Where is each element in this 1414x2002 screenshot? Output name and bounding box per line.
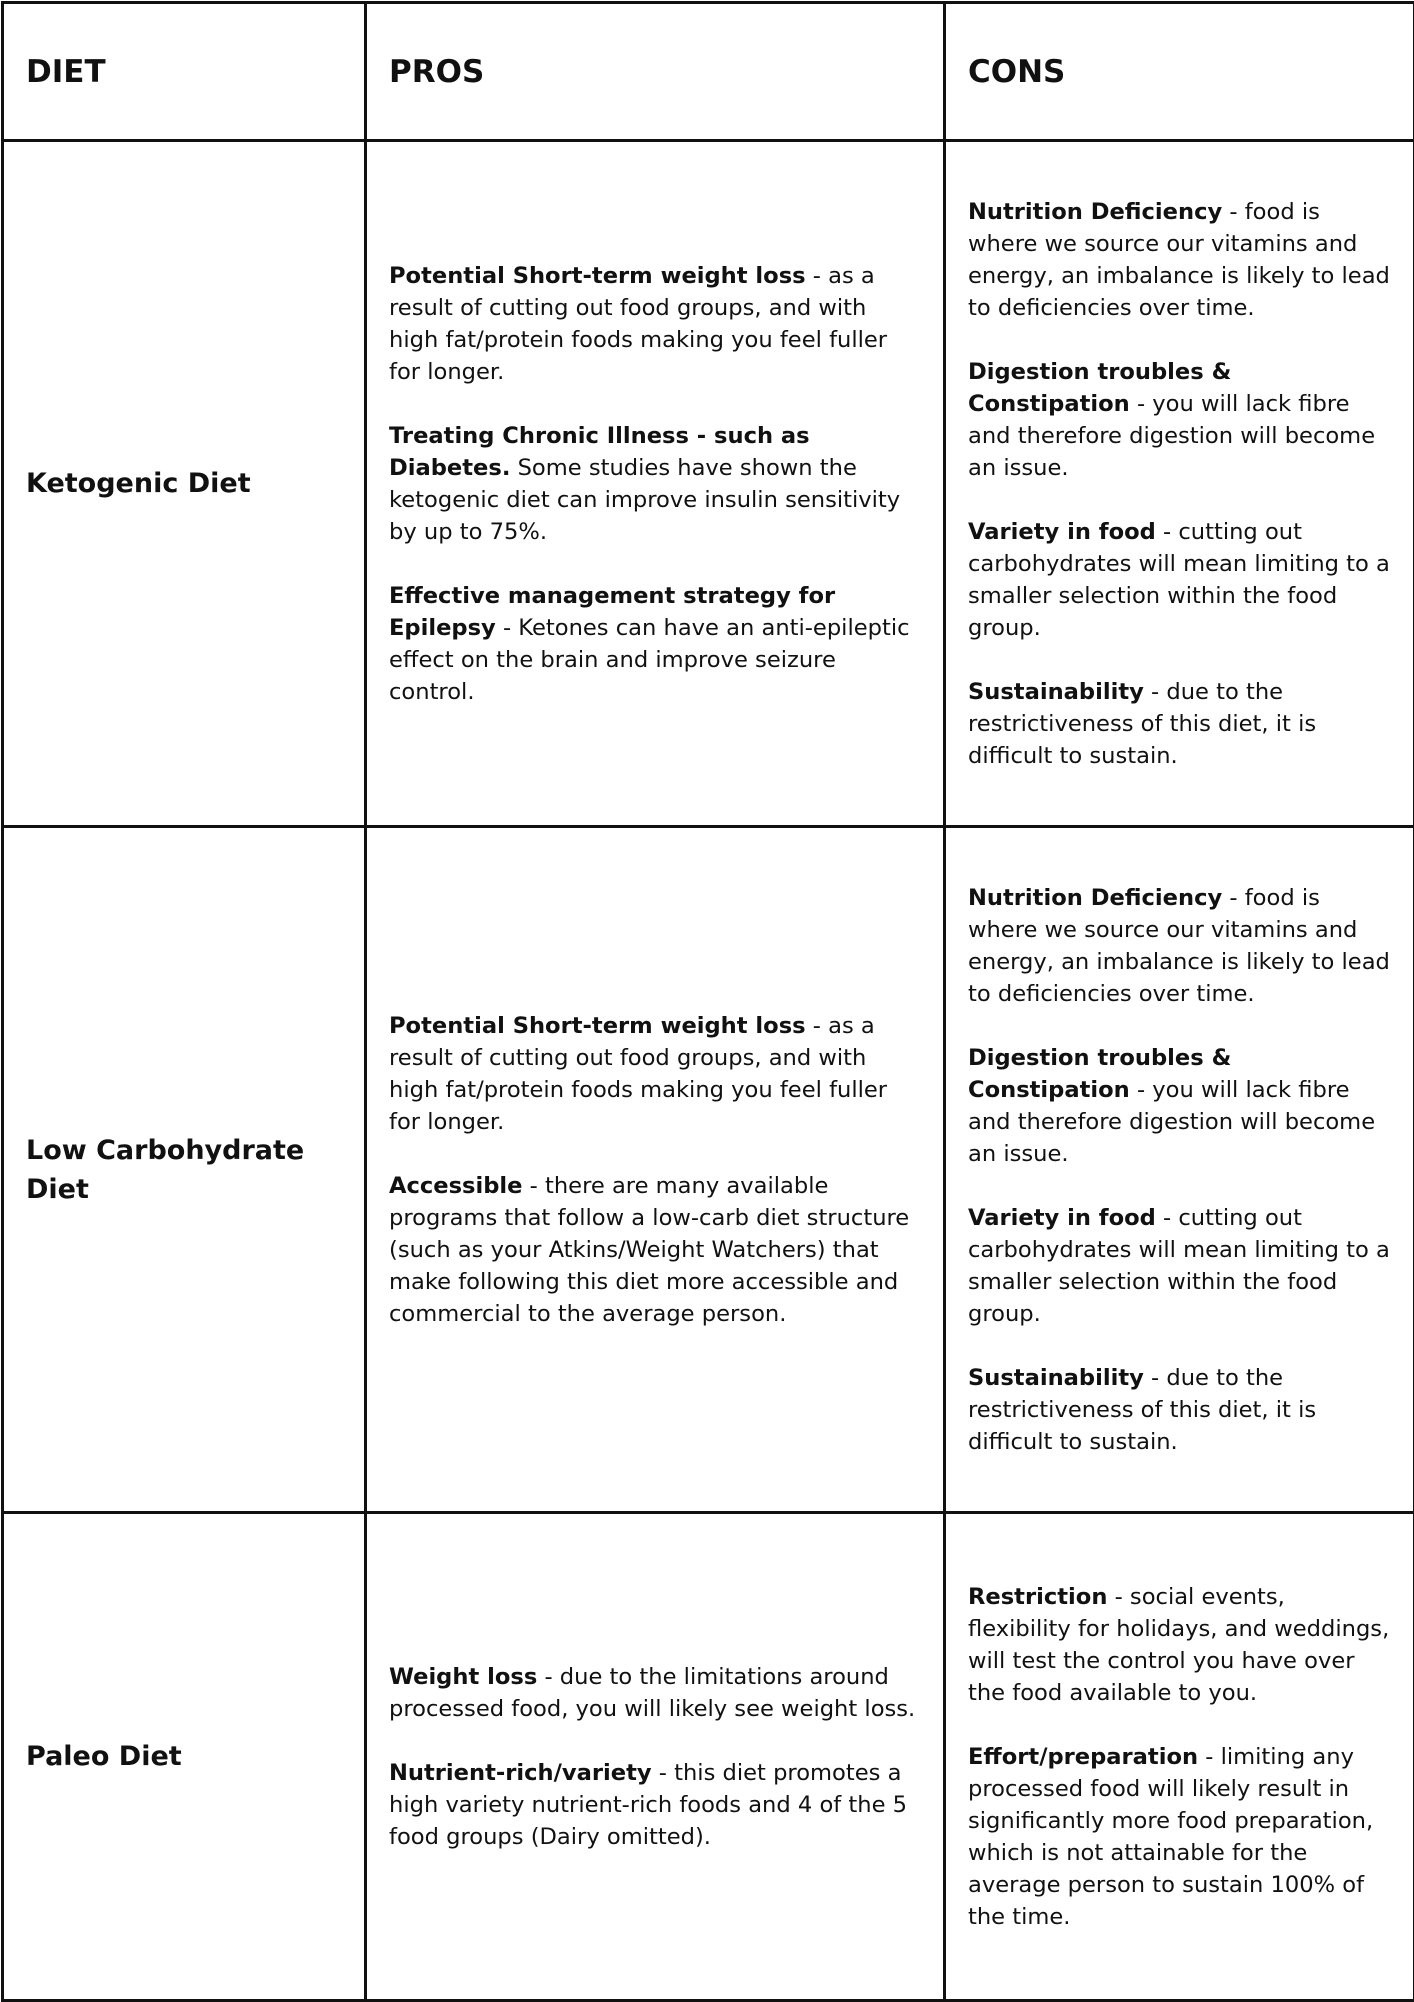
- pro-title: Weight loss: [389, 1664, 537, 1690]
- pro-item: [389, 1661, 921, 1725]
- pro-text: - as a result of cutting out food groups, and with high fat/protein foods making you feel fuller for longer.: [389, 1013, 887, 1135]
- con-text: - limiting any processed food will likely result in significantly more food preparation, which is not attainable for the average person to sustain 100% of the time.: [968, 1744, 1373, 1930]
- con-text: - you will lack fibre and therefore digestion will become an issue.: [968, 1077, 1375, 1167]
- diet-cell: [3, 141, 366, 827]
- header-pros: PROS: [366, 3, 945, 141]
- pro-title: Accessible: [389, 1173, 522, 1199]
- pro-text: - this diet promotes a high variety nutrient-rich foods and 4 of the 5 food groups (Dairy omitted).: [389, 1760, 907, 1850]
- con-item: [968, 1741, 1391, 1933]
- pro-item: [389, 1757, 921, 1853]
- con-text: - food is where we source our vitamins and energy, an imbalance is likely to lead to deficiencies over time.: [968, 885, 1390, 1007]
- con-text: - cutting out carbohydrates will mean limiting to a smaller selection within the food group.: [968, 519, 1390, 641]
- pro-item: [389, 420, 921, 548]
- cons-cell: [945, 827, 1414, 1513]
- con-text: - due to the restrictiveness of this diet, it is difficult to sustain.: [968, 679, 1316, 769]
- table-row-paleo: [3, 1513, 1414, 2001]
- diet-name: Low Carbohydrate Diet: [26, 1131, 342, 1209]
- table-row-low-carbohydrate: [3, 827, 1414, 1513]
- con-text: - social events, flexibility for holidays, and weddings, will test the control you have over the food available to you.: [968, 1584, 1389, 1706]
- pro-title: Treating Chronic Illness - such as Diabetes.: [389, 423, 810, 481]
- pros-cell: [366, 827, 945, 1513]
- con-title: Nutrition Deficiency: [968, 199, 1222, 225]
- pro-title: Effective management strategy for Epilepsy: [389, 583, 835, 641]
- pro-title: Potential Short-term weight loss: [389, 1013, 806, 1039]
- cons-cell: [945, 1513, 1414, 2001]
- con-title: Effort/preparation: [968, 1744, 1198, 1770]
- con-text: - cutting out carbohydrates will mean limiting to a smaller selection within the food group.: [968, 1205, 1390, 1327]
- header-cons: CONS: [945, 3, 1414, 141]
- pro-text: - due to the limitations around processed food, you will likely see weight loss.: [389, 1664, 915, 1722]
- pro-title: Nutrient-rich/variety: [389, 1760, 652, 1786]
- con-title: Variety in food: [968, 1205, 1156, 1231]
- diet-name: Paleo Diet: [26, 1737, 342, 1776]
- diet-comparison-table: [1, 1, 1414, 2002]
- con-item: [968, 1202, 1391, 1330]
- con-title: Restriction: [968, 1584, 1107, 1610]
- con-text: - due to the restrictiveness of this diet, it is difficult to sustain.: [968, 1365, 1316, 1455]
- cons-cell: [945, 141, 1414, 827]
- pro-text: - Ketones can have an anti-epileptic effect on the brain and improve seizure control.: [389, 615, 910, 705]
- con-item: [968, 882, 1391, 1010]
- diet-name: Ketogenic Diet: [26, 464, 342, 503]
- pros-cell: [366, 141, 945, 827]
- con-title: Nutrition Deficiency: [968, 885, 1222, 911]
- pro-text: Some studies have shown the ketogenic diet can improve insulin sensitivity by up to 75%.: [389, 455, 900, 545]
- con-item: [968, 196, 1391, 324]
- diet-cell: [3, 1513, 366, 2001]
- header-diet: DIET: [3, 3, 366, 141]
- con-item: [968, 1042, 1391, 1170]
- con-item: [968, 1581, 1391, 1709]
- pro-item: [389, 580, 921, 708]
- con-item: [968, 1362, 1391, 1458]
- con-item: [968, 516, 1391, 644]
- pro-text: - as a result of cutting out food groups, and with high fat/protein foods making you feel fuller for longer.: [389, 263, 887, 385]
- con-title: Sustainability: [968, 679, 1144, 705]
- con-text: - food is where we source our vitamins and energy, an imbalance is likely to lead to deficiencies over time.: [968, 199, 1390, 321]
- con-title: Sustainability: [968, 1365, 1144, 1391]
- con-item: [968, 676, 1391, 772]
- pro-text: - there are many available programs that follow a low-carb diet structure (such as your Atkins/Weight Watchers) that make following this diet more accessible and commercial to the average person.: [389, 1173, 909, 1327]
- pro-title: Potential Short-term weight loss: [389, 263, 806, 289]
- header-row: [3, 3, 1414, 141]
- con-title: Digestion troubles & Constipation: [968, 359, 1231, 417]
- con-title: Digestion troubles & Constipation: [968, 1045, 1231, 1103]
- pro-item: [389, 260, 921, 388]
- con-title: Variety in food: [968, 519, 1156, 545]
- pro-item: [389, 1170, 921, 1330]
- pros-cell: [366, 1513, 945, 2001]
- pro-item: [389, 1010, 921, 1138]
- con-text: - you will lack fibre and therefore digestion will become an issue.: [968, 391, 1375, 481]
- con-item: [968, 356, 1391, 484]
- diet-cell: [3, 827, 366, 1513]
- table-row-ketogenic: [3, 141, 1414, 827]
